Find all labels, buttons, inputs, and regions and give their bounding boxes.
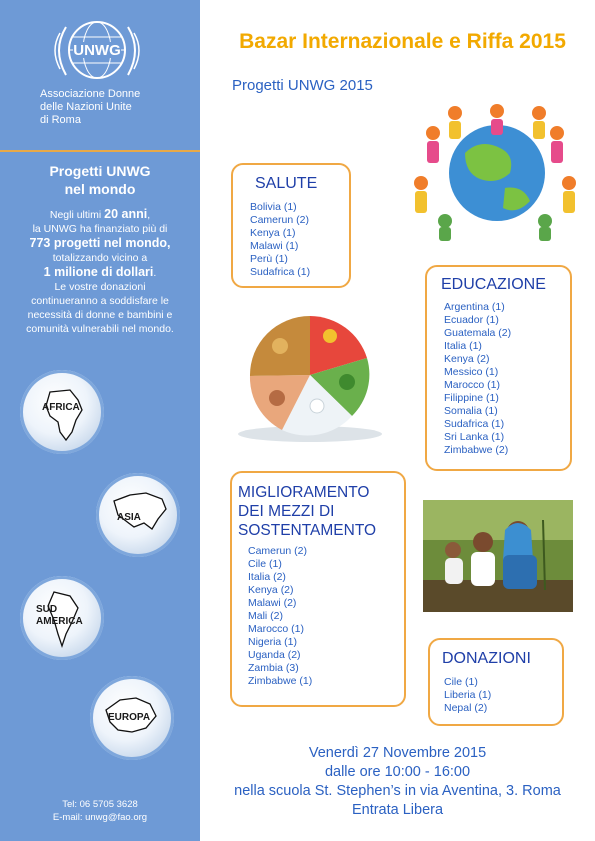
list-item: Guatemala (2)	[444, 327, 512, 339]
list-item: Liberia (1)	[444, 689, 492, 701]
list-item: Kenya (1)	[250, 227, 296, 239]
list-item: Cile (1)	[248, 558, 282, 570]
contact-email: E-mail: unwg@fao.org	[52, 812, 148, 823]
sidebar-title: Progetti UNWG nel mondo	[49, 163, 151, 197]
page-title: Bazar Internazionale e Riffa 2015	[239, 30, 566, 53]
list-item: Nigeria (1)	[248, 636, 298, 648]
miglioramento-title: MIGLIORAMENTO DEI MEZZI DI SOSTENTAMENTO	[238, 484, 377, 539]
educazione-box	[425, 265, 572, 471]
educazione-title: EDUCAZIONE	[441, 276, 546, 293]
list-item: Filippine (1)	[444, 392, 499, 404]
salute-title: SALUTE	[255, 175, 318, 192]
list-item: Kenya (2)	[248, 584, 294, 596]
list-item: Perù (1)	[250, 253, 288, 265]
list-item: Italia (2)	[248, 571, 286, 583]
list-item: Marocco (1)	[444, 379, 501, 391]
list-item: Sudafrica (1)	[250, 266, 311, 278]
logo-text: UNWG	[73, 42, 121, 59]
contact-phone: Tel: 06 5705 3628	[62, 799, 138, 810]
contact-info	[0, 798, 200, 824]
list-item: Camerun (2)	[248, 545, 307, 557]
globe-label-africa: AFRICA	[42, 402, 80, 413]
list-item: Malawi (2)	[248, 597, 297, 609]
page-subtitle: Progetti UNWG 2015	[232, 77, 373, 94]
event-location: nella scuola St. Stephen’s in via Aventina, 3. Roma	[234, 783, 561, 799]
educazione-list	[444, 301, 570, 457]
sidebar-divider	[0, 150, 200, 152]
list-item: Sri Lanka (1)	[444, 431, 505, 443]
event-date: Venerdì 27 Novembre 2015	[308, 745, 487, 761]
globe-south-america	[20, 576, 104, 660]
list-item: Mali (2)	[248, 610, 284, 622]
list-item: Kenya (2)	[444, 353, 490, 365]
event-time: dalle ore 10:00 - 16:00	[324, 764, 471, 780]
donazioni-title: DONAZIONI	[442, 650, 531, 667]
list-item: Argentina (1)	[444, 301, 505, 313]
salute-list	[250, 201, 349, 279]
list-item: Zimbabwe (2)	[444, 444, 509, 456]
list-item: Zambia (3)	[248, 662, 299, 674]
event-info	[200, 744, 595, 820]
sidebar-description: Negli ultimi 20 anni, la UNWG ha finanziato più di 773 progetti nel mondo, totalizzando vicino a 1 milione di dollari. Le vostre donazioni continueranno a soddisfare le necessità di donne e bambini e comunità vulnerabili nel mondo.	[26, 207, 174, 335]
donazioni-list	[444, 676, 562, 715]
org-name: Associazione Donne delle Nazioni Unite di Roma	[40, 88, 141, 126]
list-item: Uganda (2)	[248, 649, 301, 661]
donazioni-box	[428, 638, 564, 726]
globe-africa	[20, 370, 104, 454]
unwg-logo-icon	[46, 15, 148, 85]
list-item: Sudafrica (1)	[444, 418, 505, 430]
miglioramento-list	[248, 545, 404, 688]
miglioramento-box	[230, 471, 406, 707]
list-item: Zimbabwe (1)	[248, 675, 313, 687]
globe-label-asia: ASIA	[117, 512, 141, 523]
list-item: Marocco (1)	[248, 623, 305, 635]
food-wheel-image	[222, 306, 397, 444]
list-item: Camerun (2)	[250, 214, 309, 226]
globe-asia	[96, 473, 180, 557]
globe-label-south-america: SUD AMERICA	[36, 604, 83, 627]
sidebar	[0, 0, 200, 841]
list-item: Cile (1)	[444, 676, 478, 688]
children-photo	[423, 500, 573, 612]
globe-label-europe: EUROPA	[108, 712, 151, 723]
list-item: Somalia (1)	[444, 405, 498, 417]
salute-box	[231, 163, 351, 288]
list-item: Italia (1)	[444, 340, 482, 352]
event-entry: Entrata Libera	[351, 802, 444, 818]
list-item: Ecuador (1)	[444, 314, 499, 326]
list-item: Nepal (2)	[444, 702, 488, 714]
kids-globe-image	[405, 93, 585, 243]
list-item: Bolivia (1)	[250, 201, 297, 213]
list-item: Malawi (1)	[250, 240, 299, 252]
list-item: Messico (1)	[444, 366, 499, 378]
globe-europe	[90, 676, 174, 760]
